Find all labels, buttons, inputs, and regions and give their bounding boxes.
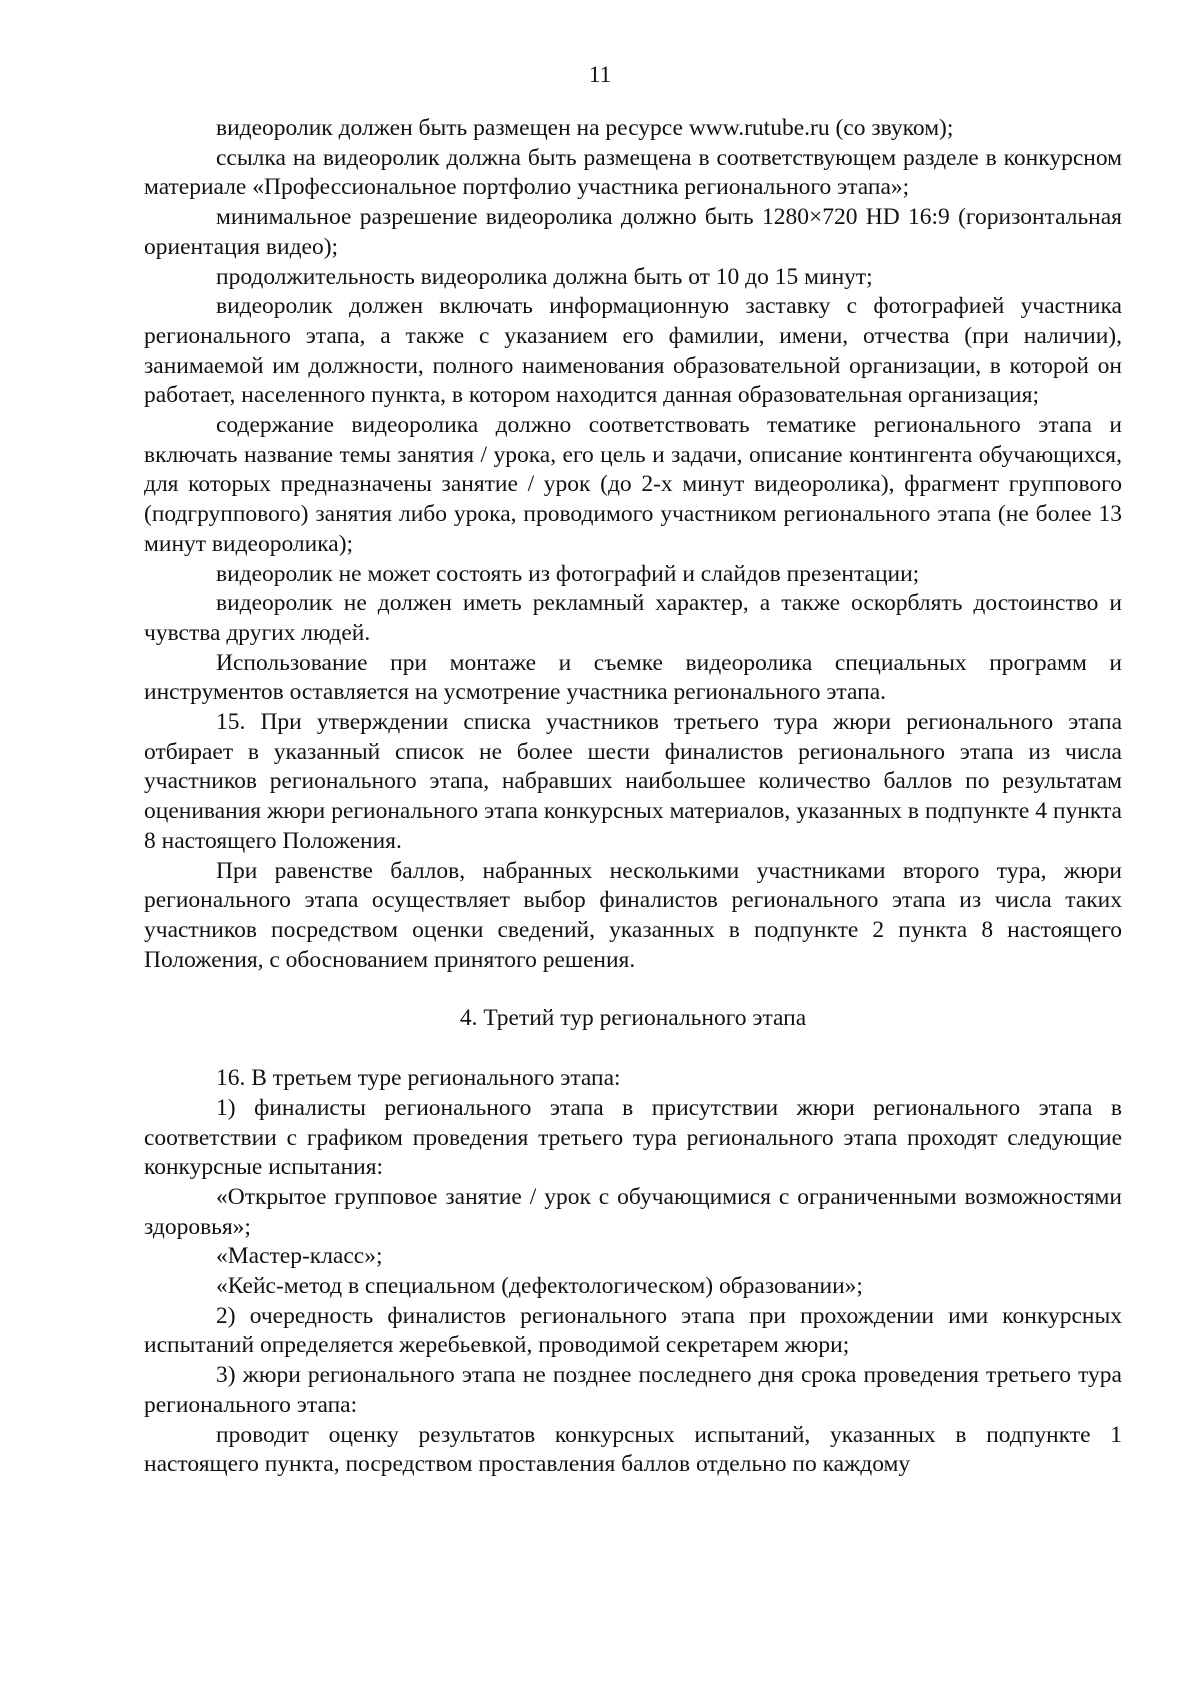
paragraph: видеоролик должен включать информационную заставку с фотографией участника регионального этапа, а также с указанием его фамилии, имени, отчества (при наличии), занимаемой им должности, полного наименования образовательной организации, в которой он работает, населенного пункта, в котором находится данная образовательная организация; (144, 293, 1122, 409)
paragraph: продолжительность видеоролика должна быть от 10 до 15 минут; (216, 263, 873, 290)
paragraph: 16. В третьем туре регионального этапа: (216, 1065, 621, 1092)
section-heading: 4. Третий тур регионального этапа (459, 1005, 807, 1032)
paragraph: Использование при монтаже и съемке видеоролика специальных программ и инструментов оставляется на усмотрение участника регионального этапа. (144, 649, 1122, 706)
paragraph: 3) жюри регионального этапа не позднее последнего дня срока проведения третьего тура регионального этапа: (144, 1362, 1122, 1418)
paragraph: «Мастер-класс»; (216, 1243, 383, 1270)
document-body (144, 114, 1122, 1480)
paragraph: видеоролик должен быть размещен на ресурсе www.rutube.ru (со звуком); (216, 115, 954, 141)
paragraph: «Кейс-метод в специальном (дефектологическом) образовании»; (216, 1273, 863, 1300)
paragraph: содержание видеоролика должно соответствовать тематике регионального этапа и включать название темы занятия / урока, его цель и задачи, описание контингента обучающихся, для которых предназначены занятие / урок (до 2-х минут видеоролика), фрагмент группового (подгруппового) занятия либо урока, проводимого участником регионального этапа (не более 13 минут видеоролика); (144, 412, 1122, 557)
paragraph: «Открытое групповое занятие / урок с обучающимися с ограниченными возможностями здоровья»; (144, 1183, 1122, 1240)
paragraph: ссылка на видеоролик должна быть размещена в соответствующем разделе в конкурсном материале «Профессиональное портфолио участника регионального этапа»; (144, 144, 1122, 201)
paragraph: 1) финалисты регионального этапа в присутствии жюри регионального этапа в соответствии с графиком проведения третьего тура регионального этапа проходят следующие конкурсные испытания: (144, 1094, 1122, 1181)
paragraph: При равенстве баллов, набранных несколькими участниками второго тура, жюри регионального этапа осуществляет выбор финалистов регионального этапа из числа таких участников посредством оценки сведений, указанных в подпункте 2 пункта 8 настоящего Положения, с обоснованием принятого решения. (144, 857, 1122, 973)
paragraph: 15. При утверждении списка участников третьего тура жюри регионального этапа отбирает в указанный список не более шести финалистов регионального этапа из числа участников регионального этапа, набравших наибольшее количество баллов по результатам оценивания жюри регионального этапа конкурсных материалов, указанных в подпункте 4 пункта 8 настоящего Положения. (144, 709, 1122, 854)
paragraph: видеоролик не может состоять из фотографий и слайдов презентации; (216, 560, 920, 587)
paragraph: видеоролик не должен иметь рекламный характер, а также оскорблять достоинство и чувства других людей. (144, 590, 1122, 646)
paragraph: проводит оценку результатов конкурсных испытаний, указанных в подпункте 1 настоящего пункта, посредством проставления баллов отдельно по каждому (144, 1421, 1122, 1478)
page-number: 11 (588, 62, 612, 87)
paragraph: минимальное разрешение видеоролика должно быть 1280×720 HD 16:9 (горизонтальная ориентация видео); (144, 204, 1122, 260)
paragraph: 2) очередность финалистов регионального этапа при прохождении ими конкурсных испытаний определяется жеребьевкой, проводимой секретарем жюри; (144, 1302, 1122, 1359)
